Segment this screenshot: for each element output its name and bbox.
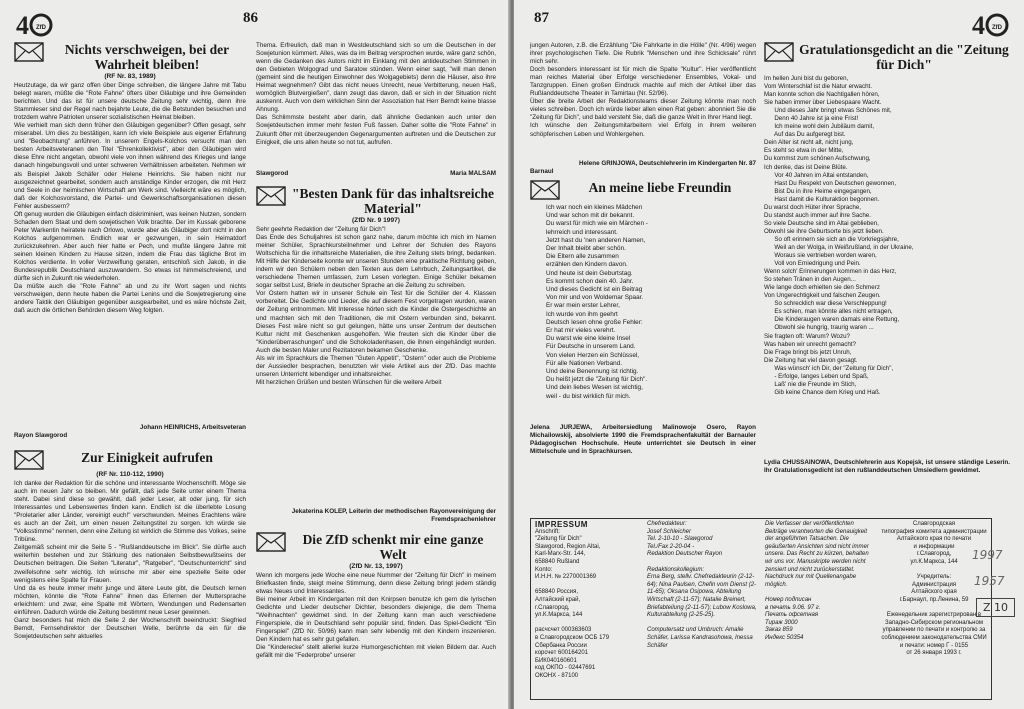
- article-title: "Besten Dank für das inhaltsreiche Material": [291, 186, 495, 216]
- archive-stamp: Z 10: [976, 598, 1015, 617]
- left-column-1: [14, 42, 246, 702]
- envelope-icon: [256, 532, 286, 552]
- article-place: Barnaul: [530, 168, 554, 175]
- article-ref: (ZfD Nr. 9 1997): [351, 217, 400, 224]
- article-signature: Johann HEINRICHS, Arbeitsveteran: [139, 424, 246, 431]
- svg-text:4: 4: [972, 11, 985, 40]
- article-title: Die ZfD schenkt mir eine ganze Welt: [302, 532, 484, 562]
- article-signature: Helene GRINJOWA, Deutschlehrerin im Kindergarten Nr. 87: [578, 160, 756, 167]
- zfd-40-logo: [14, 8, 54, 42]
- impressum-disclaimer: Die Verfasser der veröffentlichten Beiträge verantworten die Genauigkeit der angeführten Tatsachen. Die geäußerten Ansichten sind nicht immer unsere. Das Recht zu kürzen, behalten wir uns vor. Manuskripte werden nicht zensiert und nicht zurückerstattet. Nachdruck nur mit Quellenangabe möglich. Номер подписан в печать 9.06. 97 г. Печать офсетная Тираж 3000 Заказ 859 Индекс 50354: [765, 521, 869, 641]
- article-signature: Jekaterina KOLEP, Leiterin der methodischen Rayonvereinigung der Fremdsprachenlehrer: [291, 508, 496, 523]
- impressum-address: Anschrift: "Zeitung für Dich" Slawgorod, Region Altai, Karl-Marx-Str. 144, 658840 Rußland Konto: И.Н.Н. № 2270001369 658840 Россия, Алтайский край, г.Славгород, ул.К.Маркса, 144 расчсчет 000363603 в Славгородском ОСБ 179 Сбербанка России корсчет 600164201 БИК040160601 код ОКПО - 02447691 ОКОНХ - 87100: [535, 528, 610, 679]
- article-signature: Maria MALSAM: [450, 170, 496, 177]
- envelope-icon: [256, 186, 286, 206]
- article-title: Nichts verschweigen, bei der Wahrheit bleiben!: [64, 42, 230, 72]
- left-page: [0, 0, 510, 709]
- svg-text:4: 4: [16, 11, 29, 40]
- article-body: Sehr geehrte Redaktion der "Zeitung für Dich"! Das Ende des Schuljahres ist schon ganz nahe, darum möchte ich mich im Namen meiner Schüler, Sprachkursteilnehmer und Lehrer der Schulen des Rayons Woltschicha für die inhaltsreiche Materialien, die ihre Zeitung stets bringt, bedanken. Mit Hilfe der Kinderseite konnte wir unseren Stunden eine praktische Richtung geben, indem wir den Schülern neben den Texten aus dem Lehrbuch, Zeitungsartikel, die verschiedene Themen umfassen, zum Lesen vorlegten. Einige Schüler bekamen sogar selbst Lust, Briefe in deutscher Sprache an die Zeitung zu schreiben. Vor Ostern hatten wir in unserer Schule ein Test für die Schüler der 4. Klassen vorbereitet. Die Gedichte und Lieder, die auf diesem Fest vorgetragen wurden, waren der Zeitung entnommen. Mit Interesse hörten sich die Kinder die Ostergeschichte an und machten sich mit den Traditionen, die mit Ostern verbunden sind, bekannt. Dieses Fest wäre nicht so gut gelungen, hätte uns unser Zentrum der deutschen Kultur nicht mit Geschenken ausgeholfen. Wie freuten sich die Kinder über die "Kinderüberraschungen" und die Schokoladenhasen, die ihnen eingehändigt wurden. Auch die besten Maler und Rezitatoren bekamen Geschenke. Als wir im Sprachkurs die Themen "Guten Appetit", "Ostern" oder auch die Probleme der Aussiedler besprachen, benutzten wir viele Artikel aus der ZfD. Das machte unseren Unterricht lebendiger und inhaltsreicher. Mit herzlichen Grüßen und besten Wünschen für die weitere Arbeit: [256, 226, 496, 386]
- article-place: Slawgorod: [256, 170, 289, 177]
- handwritten-note: 1957: [974, 574, 1005, 588]
- article-body: Ich danke der Redaktion für die schöne und interessante Wochenschrift. Möge sie auch im neuen Jahr so bleiben. Mir gefällt, daß jede Seite unter einem Thema steht. Dabei sind diese so gewählt, daß jeder Leser, alt oder jung, für sich Interessantes und Lebenswertes finden kann. Endlich ist die überlebte Losung "Proletarier aller Länder, vereinigt euch!" verschwunden. Meines Erachtens wäre es auch an der Zeit, um einen neuen Zeitungstitel zu sorgen. Ich würde sie "Volksstimme" nennen, denn eine Zeitung ist wirklich die Stimme des Volkes, seine Tribüne. Zeitgemäß scheint mir die Seite 5 - "Rußlanddeutsche im Blick". Sie dürfte auch weiterhin bestehen und zur Stärkung des nationalen Selbstbewußtseins der Deutschen beitragen. Die Seiten "Literatur", "Ratgeber", "Deutschunterricht" sind zweifelsohne sehr wichtig. Ich wünsche mir aber eine spezielle Seite oder wenigstens eine Spalte für Frauen. Und da es heute immer mehr junge und ältere Leute gibt, die Deutsch lernen möchten, könnte die "Rote Fahne" ihnen das Erlernen der Muttersprache erleichtern: und zwar, eine Spalte mit Wörtern, Wendungen und Redensarten einführen. Dadurch würde die Zeitung bestimmt neue Leser gewinnen. Ganz besonders hat mich die Seite 2 der Wochenschrift beeindruckt: Siegfried Berndt, Fernsehdirektor der Deutschen Welle, berührte da ein für die Sowjetdeutschen sehr aktuelles: [14, 480, 246, 640]
- poem-text: Im hellen Juni bist du geboren, Vom Winterschlaf ist die Natur erwacht. Man konnte schon die Nachtigallen hören, Sie haben immer über Liebespaare Wacht. Und dieses Jahr bringt etwas Schönes mit, Denn 40 Jahre ist ja eine Frist! Ich meine wohl dein Jubiläum damit, Auf das Du aufgeregt bist. Dein Alter ist nicht alt, nicht jung, Es steht so etwa in der Mitte, Du kommst zum schönen Aufschwung, Ich denke, das ist Deine Blüte. Vor 40 Jahren im Altai entstanden, Hast Du Respekt von Deutschen gewonnen, Bist Du in ihre Heime eingegangen, Hast damit die Kulturaktion begonnen. Du warst doch Hüter ihrer Sprache, Du standst auch immer auf ihre Sache. So viele Deutsche sind im Altai geblieben, Obwohl sie ihre Geburtsorte bis jetzt lieben. So oft erinnern sie sich an die Vorkriegsjahre, Weil an der Wolga, in Weißrußland, in der Ukraine, Woraus sie vertrieben worden waren, Voll von Erniedrigung und Pein. Wenn solch' Erinnerungen kommen in das Herz, So stehen Tränen in den Augen... Wie lange doch erhielten sie den Schmerz Von Ungerechtigkeit und falschen Zeugen. So schrecklich war diese Verschleppung! Es schien, man könnte alles nicht ertragen, Die Kinderaugen waren damals eine Rettung, Obwohl sie hungrig, traurig waren ... Sie fragten oft: Warum? Wozu? Was haben wir unrecht gemacht? Die Frage bringt bis jetzt Unruh, Die Zeitung hat viel davon gesagt. Was wünsch' ich Dir, der "Zeitung für Dich", - Erfolge, langes Leben und Spaß, Laß' nie die Freunde im Stich, Gib keine Chance dem Krieg und Haß.: [764, 75, 914, 396]
- impressum-editorial: Chefredakteur: Josef Schleicher Tel. 2-10-10 - Slawgorod Tel./Fax 2-20-04 - Redaktion Deutscher Rayon Redaktionskollegium: Erna Berg, stellv. Chefredakteurin (2-12-64); Nina Paulsen, Chefin vom Dienst (2-11-65); Oksana Osipowa, Abteilung Wirtschaft (2-11-57); Natalie Breinert, Briefabteilung (2-11-57); Lubow Koslowa, Kulturabteilung (2-25-25). Computersatz und Umbruch: Amalie Schäfer, Larissa Kandrasohowa, Inessa Schäfer: [647, 521, 757, 649]
- handwritten-note: 1997: [972, 548, 1003, 562]
- zfd-40-logo: [970, 8, 1010, 42]
- article-signature: Lydia CHUSSAINOWA, Deutschlehrerin aus Kopejsk, ist unsere ständige Leserin. Ihr Gratulationsgedicht ist den rußlanddeutschen Umsiedlern gewidmet.: [764, 459, 1010, 474]
- article-signature: Jelena JURJEWA, Arbeitersiedlung Malinowoje Osero, Rayon Michailowskij, absolvierte 1990 die Fremdsprachenfakultät der Barnauler Pädagogischen Hochschule. Heute unterrichtet sie Deutsch in einer Mittelschule und in Sprachkursen.: [530, 424, 756, 455]
- envelope-icon: [764, 42, 794, 62]
- article-ref: (ZfD Nr. 13, 1997): [349, 563, 403, 570]
- envelope-icon: [14, 42, 44, 62]
- article-place: Rayon Slawgorod: [14, 432, 68, 439]
- left-column-2: [256, 42, 496, 702]
- right-column-1: [530, 42, 756, 512]
- article-body: Heutzutage, da wir ganz offen über Dinge schreiben, die längere Jahre mit Tabu belegt waren, müßte die "Rote Fahne" öfters über Gläubige und ihre Gemeinden berichten. Und das ist für unsere deutsche Zeitung sehr wichtig, denn ihre Stammleser sind der Regel nach bejahrte Leute, die die Betstunden besuchen und trotzdem wahre Patrioten unserer sozialistischen Heimat bleiben. Wie verhielt man sich denn früher den Gläubigen gegenüber? Offen gesagt, sehr miserabel. Um dies zu bestätigen, kann ich viele Beispiele aus eigener Erfahrung und "Beobachtung" anführen. In unserem Engels-Kolchos versucht man den besten Arbeitsveteranen den Titel "Ehrenkollektivist", aber den Gläubigen wird diese Ehre nicht angetan, obwohl viele von ihnen während des Krieges und lange danach hingebungsvoll und unter schweren Verhältnissen arbeiteten. Nehmen wir als Beispiel Jakob Schäfer oder Helene Heinrichs. Sie haben nicht nur ausgezeichnet gearbeitet, sondern auch anständige Kinder erzogen, die mit Herz und Seele in der heimischen Wirtschaft am Werk sind. Vielleicht wäre es möglich, daß der Kolchosvorstand, die Partei- und Gewerkschaftsorganisationen diesen Fehler ausbessern? Oft genug wurden die Gläubigen einfach diskriminiert, was keinen Nutzen, sondern Schaden dem Staat und dem sowjetischen Volk brachte. Der im Kussak geborene Peter Warkentin heiratete nach Orlowo, wurde aber als Gläubiger dort nicht in den Kolchos aufgenommen. Endlich war er gezwungen, in sein Heimatdorf zurückzukehren. Aber auch hier hatte er Pech, und mußte längere Jahre mit seinen kleinen Kindern zu Hause sitzen, indem die Frau das tägliche Brot im Kolchos verdiente. In voller Verzweiflung geraten, entschloß sich Jakob, in die Bundesrepublik Deutschland auszuwandern. So etwas ist himmelschreiend, und dürfte sich in Zukunft nie wiederholen. Da müßte auch die "Rote Fahne" ab und zu ihr Wort sagen und nichts verschweigen, denn heute haben die Partei Lenins und die Sowjetregierung eine andere Taktik den Gläubigen gegenüber ausgearbeitet, und es wäre höchste Zeit, daß auch die örtlichen Behörden diesem Weg folgten.: [14, 82, 246, 315]
- envelope-icon: [530, 180, 560, 200]
- right-column-2: [764, 42, 1010, 512]
- svg-text:ZfD: ZfD: [992, 25, 1002, 31]
- envelope-icon: [14, 450, 44, 470]
- svg-text:ZfD: ZfD: [36, 25, 46, 31]
- article-title: Zur Einigkeit aufrufen: [81, 450, 213, 465]
- article-title: An meine liebe Freundin: [588, 180, 732, 195]
- page-number: 86: [243, 10, 258, 26]
- article-title: Gratulationsgedicht an die "Zeitung für Dich": [799, 42, 1009, 72]
- article-continuation: jungen Autoren, z.B. die Erzählung "Die Fahrkarte in die Hölle" (Nr. 4/96) wegen ihrer psychologischen Tiefe. Die Rubrik "Menschen und ihre Schicksale" rührt mich sehr. Doch besonders interessant ist für mich die Spalte "Kultur". Hier veröffentlicht man reiches Material über Erfolge verschiedener Ensembles, Vokal- und Tanzgruppen. Einen großen Eindruck machte auf mich der Artikel über das Rußlanddeutsche Theater in Tamirtau (Nr. 52/96). Über die breite Arbeit der Redaktionsteams dieser Zeitung könnte man noch vieles schreiben. Doch ich würde lieber allen einen Rat geben: abonniert Sie die "Zeitung für Dich", und bald versteht Sie, daß die ganze Welt in Ihrer Hand liegt. Ich wünsche den Zeitungsmitarbeitern viel Erfolg in ihrem weiteren schöpferischen Leben und Wohlergehen.: [530, 42, 756, 138]
- right-page: [514, 0, 1024, 709]
- impressum-title: IMPRESSUM: [535, 520, 588, 529]
- article-ref: (RF Nr. 83, 1989): [104, 73, 156, 80]
- poem-text: Ich war noch ein kleines Mädchen Und war schon mit dir bekannt. Du warst für mich wie ein Märchen - lehrreich und interessant. Jetzt hast du 'nen anderen Namen, Der Inhalt bleibt aber schön. Die Eltern alle zusammen erzählen den Kindern davon. Und heute ist dein Geburtstag. Es kommt schon dein 40. Jahr. Und dieses Gedicht ist ein Beitrag Von mir und von Woldemar Spaar. Er war mein erster Lehrer, Ich wurde von ihm geehrt Deutsch lesen ohne große Fehler: Er hat mir vieles verehrt. Du warst wie eine kleine Insel Für Deutsche in unserem Land. Von vielen Herzen ein Schlüssel, Für alle Nationen Verband. Und deine Benennung ist richtig. Du heißt jetzt die "Zeitung für Dich". Und dein liebes Wesen ist wichtig, weil - du bist wirklich für mich.: [546, 204, 648, 400]
- impressum-box: [530, 518, 992, 700]
- impressum-printer: Славгородская типография комитета администрации Алтайского края по печати и информации г.Славгород, ул.К.Маркса, 144 Учредитель: Администрация Алтайского края г.Барнаул, пр.Ленина, 59 Еженедельник зарегистрирован в Западно-Сибирском региональном управлении по печати и контролю за соблюдением законодательства СМИ и печати: номер Г - 0155 от 26 января 1993 г.: [881, 521, 987, 657]
- article-body: Wenn ich morgens jede Woche eine neue Nummer der "Zeitung für Dich" in meinem Briefkasten finde, steigt meine Stimmung, denn diese Zeitung bringt jedem ständig etwas Neues und Interessantes. Bei meiner Arbeit im Kindergarten mit den Knirpsen benutze ich gern die lyrischen Gedichte und Lieder deutscher Dichter, besonders diejenige, die dem Thema "Weihnachten" gewidmet sind. In der Zeitung kann man auch verschiedene Fingerspiele, die in Deutschland sehr populär sind, finden. Das Spiel-Gedicht "Ein Fingerspiel" (ZfD Nr. 50/96) kann man sehr lebendig mit den Kindern inszenieren. Den Kindern hat es sehr gut gefallen. Die "Kinderecke" stellt allerlei kurze Humorgeschichten mit vielen Bildern dar. Auch gefällt mir die "Federprobe" unserer: [256, 572, 496, 660]
- article-continuation: Thema. Erfreulich, daß man in Westdeutschland sich so um die Deutschen in der Sowjetunion kümmert. Alles, was da im Beitrag versprochen wurde, wäre ganz schön, wenn die Gedanken des Autors nicht im Einklang mit den antideutschen Stimmen in den Gebieten Wolgograd und Saratow stünden. Wenn einer sagt, "will man denen (gemeint sind die heutigen Einwohner des Wolgagebiets) denn die Häuser, also ihre Heimat wegnehmen? Gibt das nicht neues Unrecht, neue Verbitterung, neuen Haß, womöglich Blutvergießen", dann zeugt das davon, daß er sich in der Situation nicht auskennt. Auch von dem wirklichen Sinn der Assoziation hat Herr Berndt keine blasse Ahnung. Das Schlimmste besteht aber darin, daß ähnliche Gedanken auch unter den Sowjetdeutschen immer mehr festen Fuß fassen. Daher sollte die "Rote Fahne" in Zukunft öfter mit überzeugenden Gegenargumenten auftreten und die Deutschen zur Einigkeit, die uns allen heute so not tut, aufrufen.: [256, 42, 496, 146]
- article-ref: (RF Nr. 110-112, 1990): [96, 471, 164, 478]
- page-number: 87: [534, 10, 549, 26]
